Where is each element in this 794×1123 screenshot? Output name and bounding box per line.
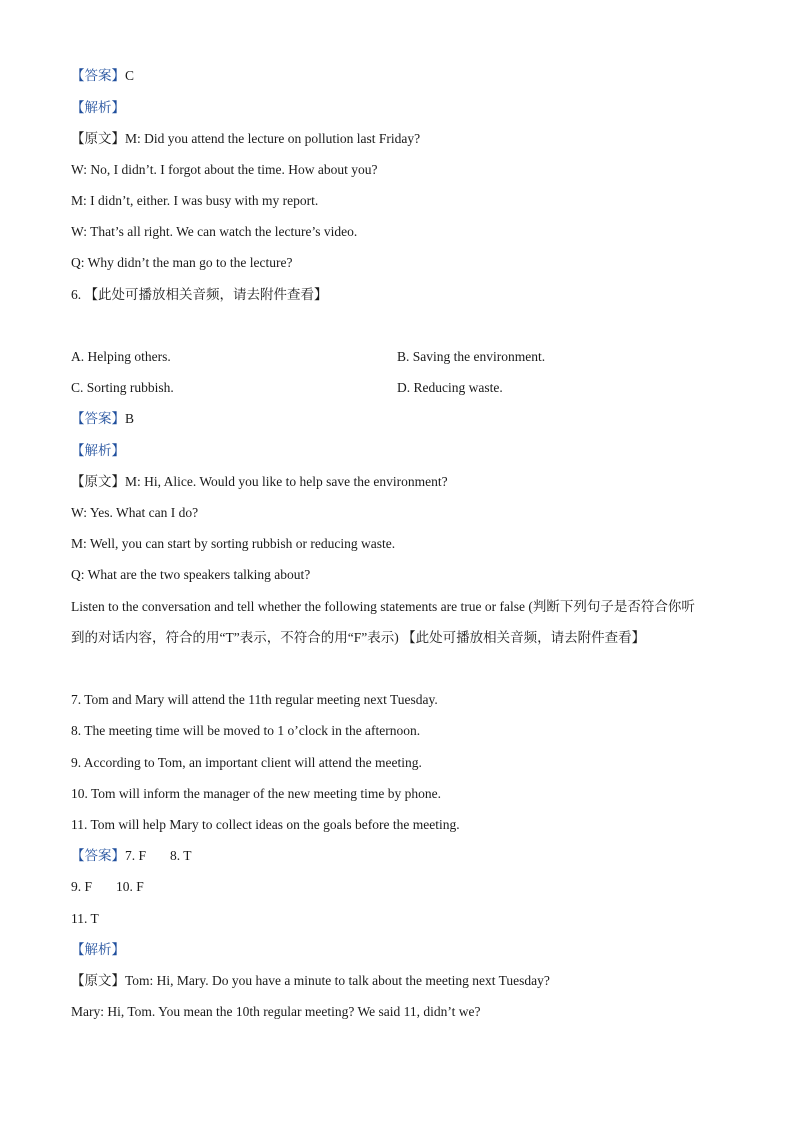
- answer-tag: 【答案】: [71, 411, 125, 426]
- answer-tag: 【答案】: [71, 848, 125, 863]
- audio-note: 【此处可播放相关音频，请去附件查看】: [84, 287, 328, 302]
- analysis-tag: 【解析】: [71, 100, 125, 115]
- q6-answer-line: [71, 410, 134, 428]
- statement-9: 9. According to Tom, an important client will attend the meeting.: [71, 755, 422, 770]
- transcript-text: M: Hi, Alice. Would you like to help save the environment?: [125, 474, 448, 489]
- instruction-text: 到的对话内容，符合的用“T”表示，不符合的用“F”表示): [71, 630, 399, 645]
- transcript-line: [71, 130, 420, 148]
- option-c: C. Sorting rubbish.: [71, 380, 174, 395]
- transcript-line: W: No, I didn’t. I forgot about the time. How about you?: [71, 162, 378, 177]
- option-b: B. Saving the environment.: [397, 349, 546, 364]
- statement-8: 8. The meeting time will be moved to 1 o’clock in the afternoon.: [71, 723, 421, 738]
- audio-note: 【此处可播放相关音频，请去附件查看】: [402, 630, 646, 645]
- section-instruction: Listen to the conversation and tell whether the following statements are true or false (判断下列句子是否符合你听: [71, 599, 695, 614]
- section-answer-line: [71, 878, 144, 896]
- transcript-text: M: Did you attend the lecture on pollution last Friday?: [125, 131, 421, 146]
- transcript-tag: 【原文】: [71, 973, 125, 988]
- q5-answer-line: [71, 67, 134, 85]
- option-a: A. Helping others.: [71, 349, 171, 364]
- section-answer-line: [71, 847, 192, 865]
- answer-value: B: [125, 411, 135, 426]
- transcript-line: Q: Why didn’t the man go to the lecture?: [71, 255, 293, 270]
- transcript-line: [71, 473, 448, 491]
- analysis-tag: 【解析】: [71, 942, 125, 957]
- answer-tag: 【答案】: [71, 68, 125, 83]
- transcript-line: Q: What are the two speakers talking about?: [71, 567, 311, 582]
- transcript-line: M: I didn’t, either. I was busy with my report.: [71, 193, 319, 208]
- answer-9: 9. F: [71, 879, 93, 894]
- statement-11: 11. Tom will help Mary to collect ideas on the goals before the meeting.: [71, 817, 460, 832]
- section-instruction-cont: [71, 629, 645, 647]
- option-d: D. Reducing waste.: [397, 380, 503, 395]
- transcript-line: W: Yes. What can I do?: [71, 505, 199, 520]
- answer-10: 10. F: [116, 879, 144, 894]
- transcript-tag: 【原文】: [71, 474, 125, 489]
- question-number: 6.: [71, 287, 82, 302]
- transcript-line: M: Well, you can start by sorting rubbish or reducing waste.: [71, 536, 396, 551]
- transcript-text: Tom: Hi, Mary. Do you have a minute to talk about the meeting next Tuesday?: [125, 973, 550, 988]
- transcript-line: Mary: Hi, Tom. You mean the 10th regular meeting? We said 11, didn’t we?: [71, 1004, 481, 1019]
- answer-value: C: [125, 68, 135, 83]
- transcript-tag: 【原文】: [71, 131, 125, 146]
- answer-7: 7. F: [125, 848, 147, 863]
- q6-header: [71, 286, 328, 304]
- statement-7: 7. Tom and Mary will attend the 11th regular meeting next Tuesday.: [71, 692, 438, 707]
- answer-11: 11. T: [71, 911, 99, 926]
- transcript-line: W: That’s all right. We can watch the lecture’s video.: [71, 224, 358, 239]
- analysis-tag: 【解析】: [71, 443, 125, 458]
- statement-10: 10. Tom will inform the manager of the new meeting time by phone.: [71, 786, 441, 801]
- transcript-line: [71, 972, 550, 990]
- answer-8: 8. T: [170, 848, 192, 863]
